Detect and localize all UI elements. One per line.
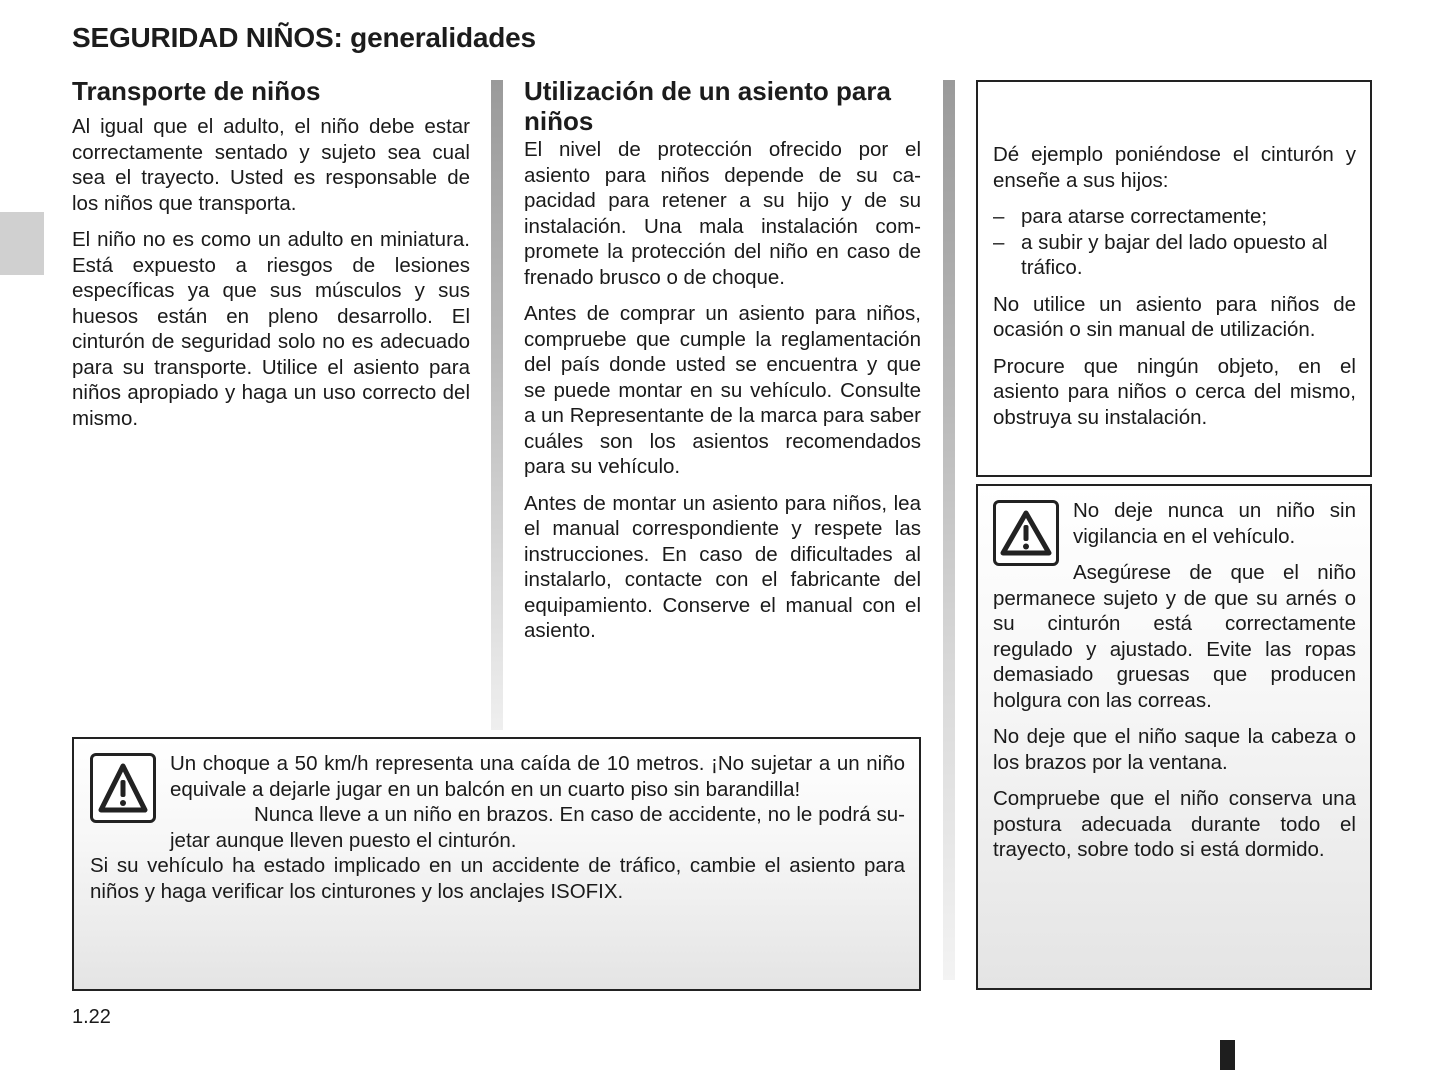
paragraph: No utilice un asiento para niños de ocasión o sin manual de utilización. — [993, 292, 1356, 341]
paragraph: Procure que ningún objeto, en el asiento para niños o cerca del mismo, obstruya su instalación. — [993, 354, 1356, 429]
paragraph: Si su vehículo ha estado implicado en un accidente de tráfico, cambie el asiento para niños y haga verificar los cinturones y los anclajes ISOFIX. — [90, 854, 905, 903]
paragraph: Antes de comprar un asiento para niños, compruebe que cumple la reglamentación del país donde usted se encuentra y que se puede montar en su vehículo. Consulte a un Representante de la marca para saber cuáles son los asientos recomendados para su vehículo. — [524, 302, 921, 478]
dash-list — [993, 204, 1356, 281]
warning-triangle-icon — [90, 753, 156, 823]
paragraph: Al igual que el adulto, el niño debe estar correctamente sentado y sujeto sea cual sea el trayecto. Usted es responsable de los niños que transporta. — [72, 115, 470, 215]
warning-box-bottom — [72, 737, 921, 991]
list-item-text: para atarse correctamente; — [1021, 205, 1268, 228]
paragraph: Compruebe que el niño conserva una postura adecuada durante todo el trayecto, sobre todo si está dormido. — [993, 787, 1356, 861]
dash-marker: – — [993, 205, 1005, 228]
paragraph: No deje nunca un niño sin vigilancia en el vehículo. — [1073, 499, 1356, 548]
list-item — [993, 230, 1356, 281]
list-item-text: a subir y bajar del lado opuesto al tráfico. — [1021, 230, 1328, 279]
chapter-tab-marker — [0, 212, 44, 275]
list-item — [993, 204, 1356, 230]
page-edge-marker — [1220, 1040, 1235, 1070]
dash-marker: – — [993, 230, 1005, 254]
page-title: SEGURIDAD NIÑOS: generalidades — [72, 22, 536, 53]
page-number: 1.22 — [72, 1006, 111, 1028]
section-heading: Utilización de un asiento para niños — [524, 76, 891, 136]
section-utilizacion-asiento — [524, 76, 921, 655]
warning-triangle-icon — [993, 500, 1059, 566]
paragraph: Asegúrese de que el niño permanece sujeto y de que su arnés o su cinturón está correctamente regulado y ajustado. Evite las ropas demasiado gruesas que producen holgura con las correas. — [993, 561, 1356, 712]
info-box — [976, 80, 1372, 477]
section-heading: Transporte de niños — [72, 76, 321, 106]
paragraph: No deje que el niño saque la cabeza o los brazos por la ventana. — [993, 725, 1356, 774]
section-transporte-ninos — [72, 76, 470, 442]
paragraph: Antes de montar un asiento para niños, lea el manual correspondiente y respete las instrucciones. En caso de dificultades al instalarlo, contacte con el fabricante del equipamiento. Conserve el manual con el asiento. — [524, 491, 921, 642]
warning-box-right — [976, 484, 1372, 990]
paragraph: Un choque a 50 km/h representa una caída de 10 metros. ¡No sujetar a un niño equivale a dejarle jugar en un balcón en un cuarto piso sin barandilla! — [170, 752, 905, 801]
paragraph: Nunca lleve a un niño en brazos. En caso de accidente, no le podrá sujetar aunque lleven puesto el cinturón. — [170, 803, 905, 852]
column-divider-bar — [491, 80, 503, 730]
paragraph: El nivel de protección ofrecido por el asiento para niños depende de su capacidad para retener a su hijo y de su instalación. Una mala instalación compromete la protección del niño en caso de frenado brusco o de choque. — [524, 138, 921, 289]
paragraph: El niño no es como un adulto en miniatura. Está expuesto a riesgos de lesiones específicas ya que sus músculos y sus huesos están en pleno desarrollo. El cinturón de seguridad solo no es adecuado para su transporte. Utilice el asiento para niños apropiado y haga un uso correcto del mismo. — [72, 228, 470, 430]
column-divider-bar — [943, 80, 955, 980]
paragraph: Dé ejemplo poniéndose el cinturón y enseñe a sus hijos: — [993, 143, 1356, 192]
